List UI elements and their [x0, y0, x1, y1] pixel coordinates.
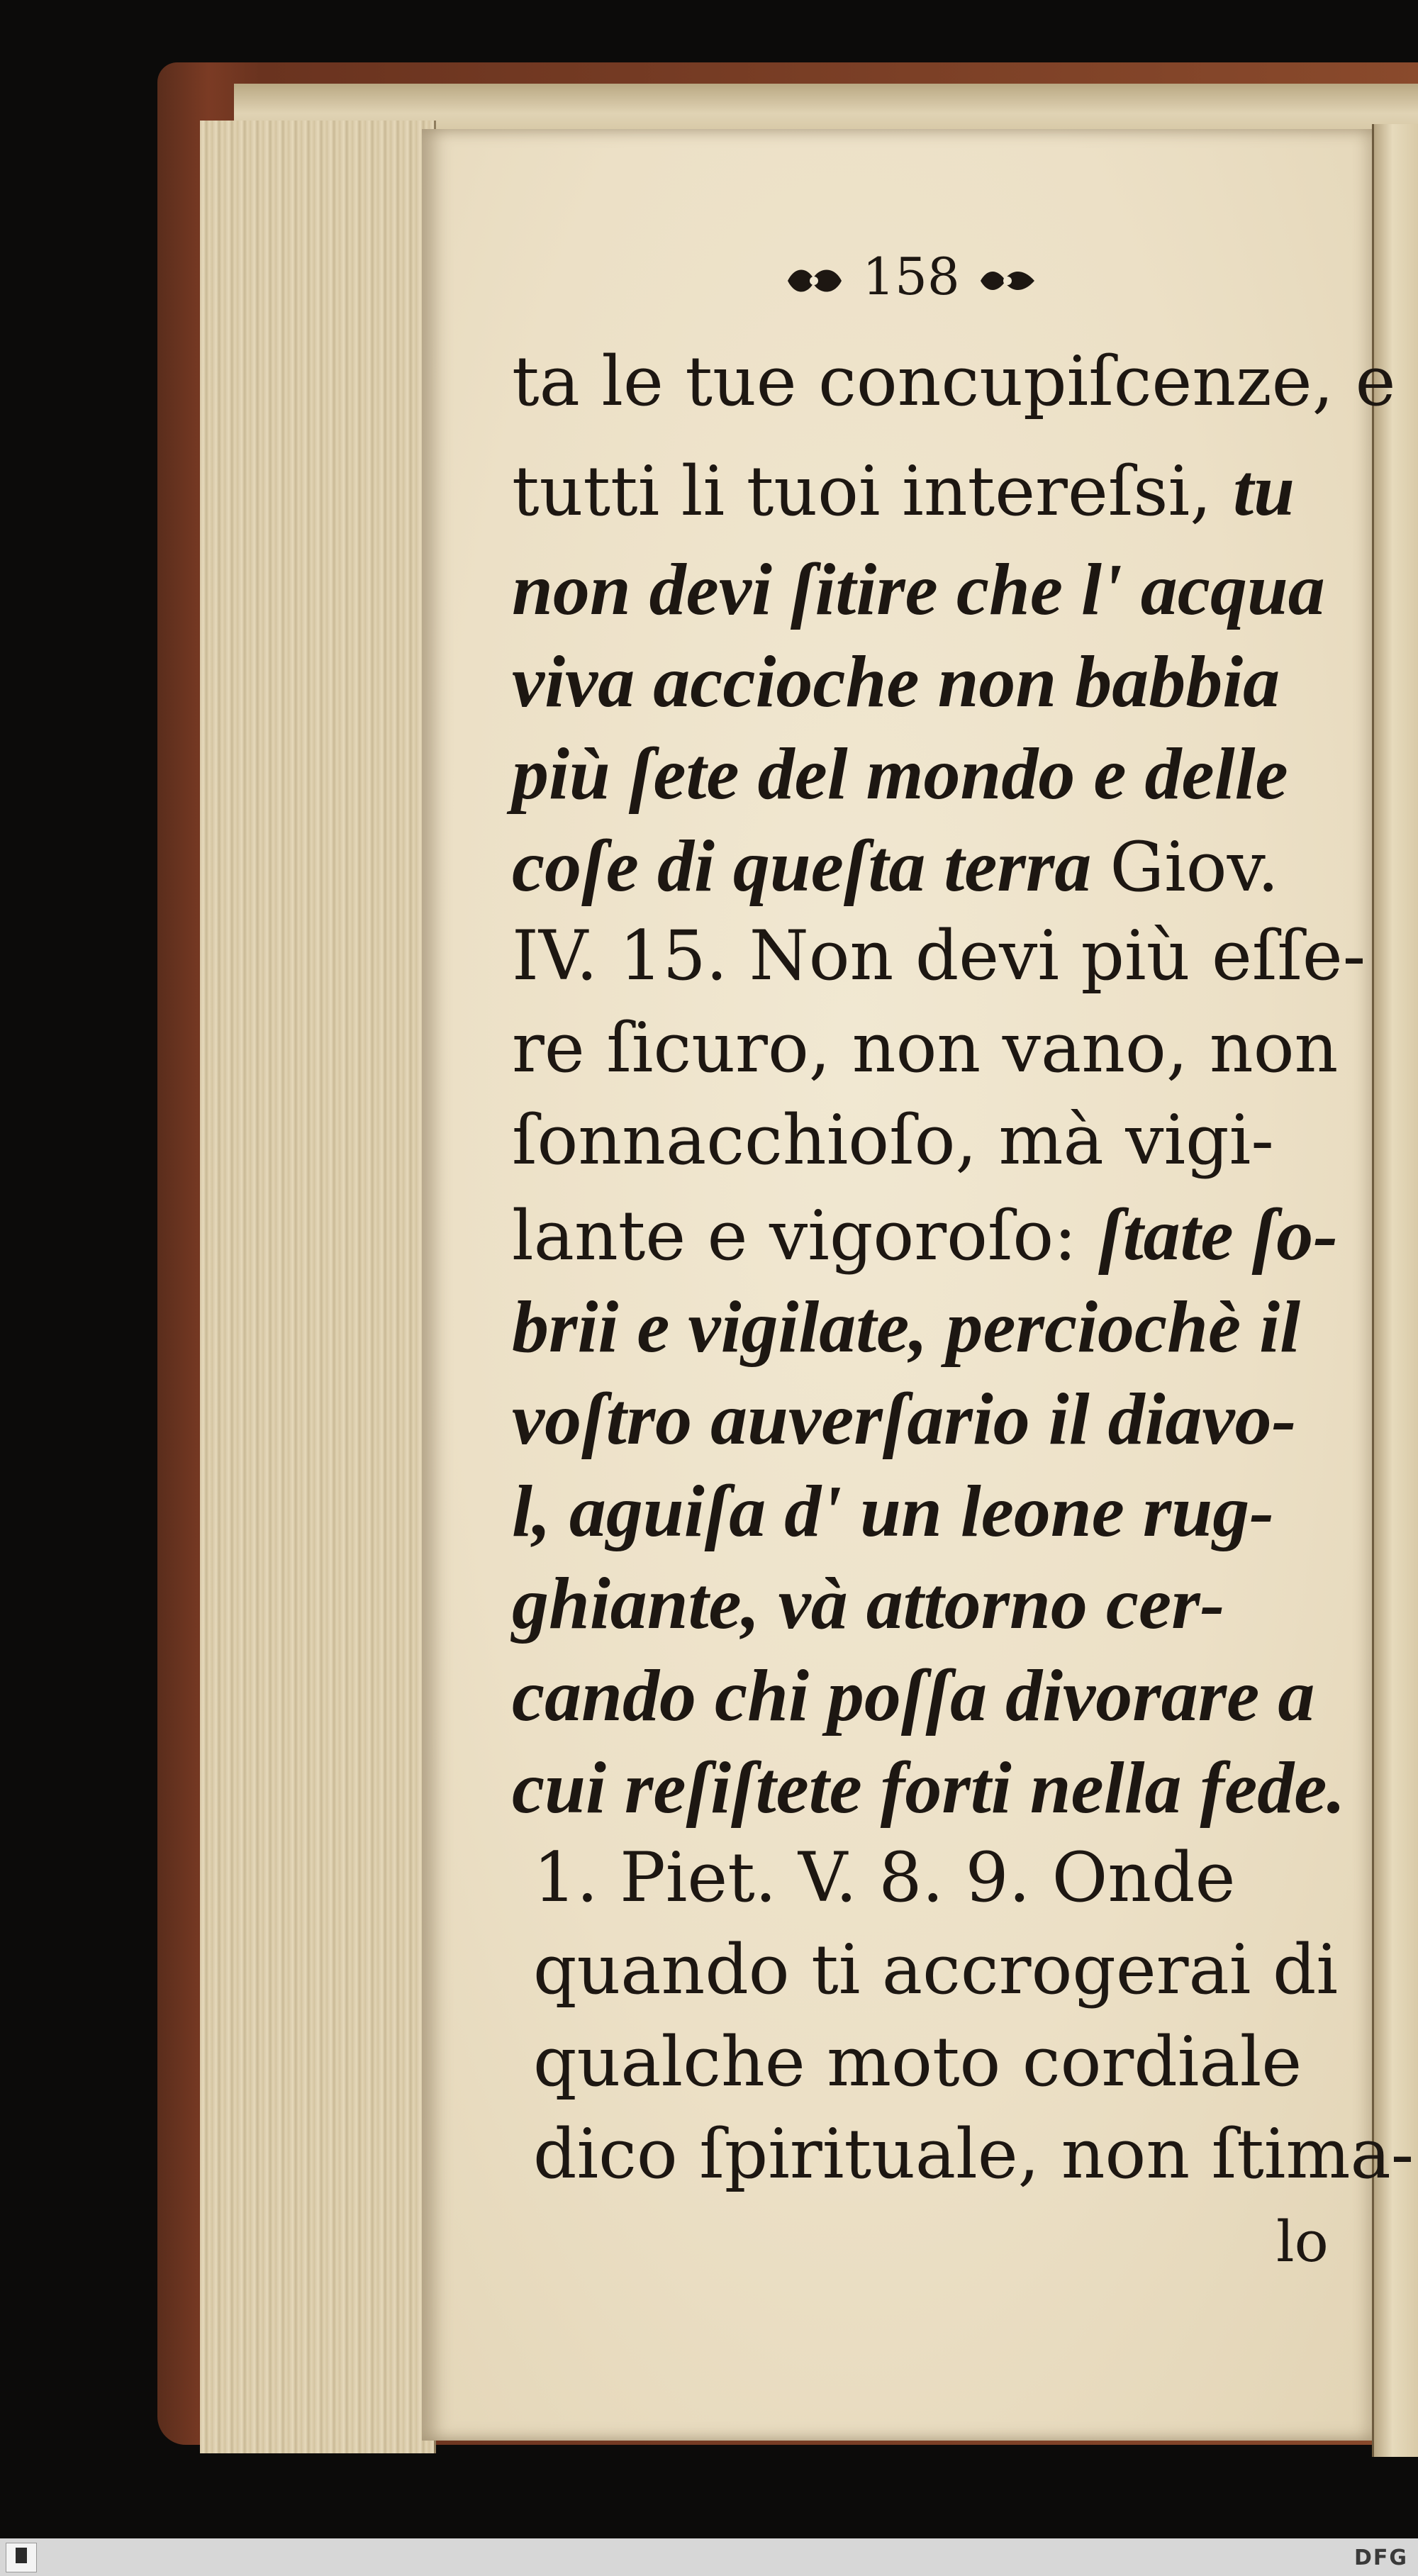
text-line-14: ghiante, và attorno cer-	[512, 1563, 1225, 1644]
text-line-15: cando chi poſſa divorare a	[512, 1655, 1315, 1736]
page-edges	[200, 121, 436, 2453]
dfg-brand: DFG	[1353, 2546, 1408, 2570]
text-line-6-italic: coſe di queſta terra	[512, 825, 1092, 907]
text-line-8: re ſicuro, non vano, non	[512, 1008, 1339, 1088]
page-header	[748, 247, 1074, 306]
text-line-6-roman: Giov.	[1110, 827, 1279, 907]
text-line-4: viva accioche non babbia	[512, 641, 1280, 723]
text-line-16: cui reſiſtete forti nella fede.	[512, 1747, 1346, 1829]
text-line-17: 1. Piet. V. 8. 9. Onde	[533, 1838, 1236, 1917]
catchword: lo	[1276, 2209, 1329, 2275]
left-ornament-icon	[782, 262, 846, 299]
text-line-10-italic: ſtate ſo-	[1098, 1194, 1338, 1276]
text-line-11: brii e vigilate, perciochè il	[512, 1286, 1300, 1368]
text-line-10-roman: lante e vigoroſo:	[512, 1196, 1077, 1276]
text-line-7: IV. 15. Non devi più eſſe-	[512, 916, 1366, 996]
text-line-18: quando ti accrogerai di	[533, 1930, 1339, 2009]
library-logo-icon[interactable]	[6, 2543, 37, 2572]
text-line-10	[512, 1194, 1418, 1276]
text-line-1: ta le tue concupiſcenze, e	[512, 342, 1396, 421]
text-line-3: non devi ſitire che l' acqua	[512, 549, 1325, 630]
text-line-13: l, aguiſa d' un leone rug-	[512, 1471, 1274, 1552]
text-line-5: più ſete del mondo e delle	[512, 733, 1288, 815]
text-line-2	[512, 450, 1418, 531]
text-line-6	[512, 825, 1418, 907]
text-line-19: qualche moto cordiale	[533, 2022, 1302, 2102]
text-line-2-roman: tutti li tuoi intereſsi,	[512, 452, 1212, 531]
text-line-9: ſonnacchioſo, mà vigi-	[512, 1100, 1274, 1180]
text-line-2-italic: tu	[1233, 450, 1295, 531]
right-ornament-icon	[976, 262, 1040, 299]
text-line-12: voſtro auverſario il diavo-	[512, 1378, 1297, 1460]
viewer-footer	[0, 2538, 1418, 2576]
page-number: 158	[862, 247, 960, 306]
text-line-20: dico ſpirituale, non ſtima-	[533, 2114, 1414, 2194]
